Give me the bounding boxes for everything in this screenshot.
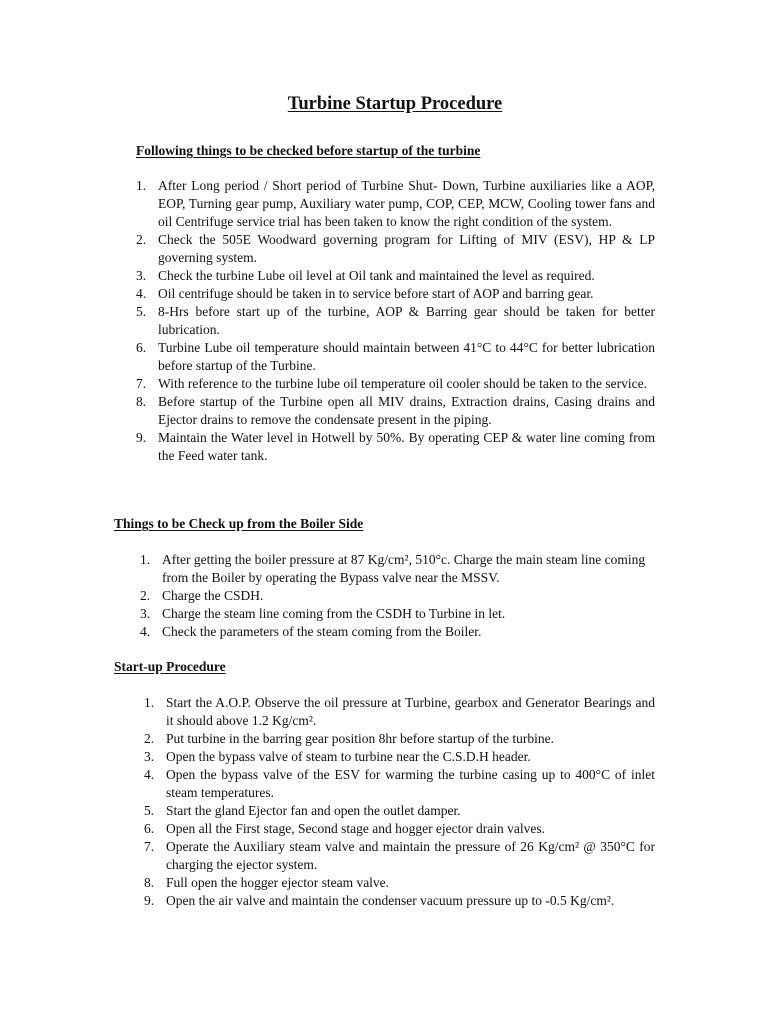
list-item-number: 5.	[144, 803, 155, 818]
list-item-number: 3.	[136, 268, 147, 283]
list-item-number: 9.	[136, 430, 147, 445]
list-item	[144, 748, 655, 766]
list-item	[144, 766, 655, 802]
list-item-number: 2.	[136, 232, 147, 247]
list-item	[140, 587, 660, 605]
list-item-text: Open all the First stage, Second stage and hogger ejector drain valves.	[166, 821, 546, 836]
list-item	[144, 820, 655, 838]
list-item-number: 7.	[144, 839, 155, 854]
section-heading-boiler-side: Things to be Check up from the Boiler Side	[114, 516, 364, 531]
list-item	[140, 623, 660, 641]
list-item-number: 8.	[136, 394, 147, 409]
list-item	[140, 605, 660, 623]
list-item-text: Full open the hogger ejector steam valve.	[166, 875, 390, 890]
list-item	[144, 874, 655, 892]
list-item	[136, 231, 655, 267]
document-title: Turbine Startup Procedure	[287, 94, 503, 114]
list-item-number: 1.	[136, 178, 147, 193]
pre-startup-checks-list	[136, 177, 655, 465]
list-item-text: Before startup of the Turbine open all MIV drains, Extraction drains, Casing drains and Ejector drains to remove the condensate present in the piping.	[158, 394, 655, 427]
list-item	[136, 375, 655, 393]
list-item	[136, 303, 655, 339]
list-item-text: Operate the Auxiliary steam valve and maintain the pressure of 26 Kg/cm² @ 350°C for charging the ejector system.	[166, 839, 655, 872]
list-item-text: After Long period / Short period of Turbine Shut- Down, Turbine auxiliaries like a AOP, EOP, Turning gear pump, Auxiliary water pump, COP, CEP, MCW, Cooling tower fans and oil Centrifuge service trial has been taken to know the right condition of the system.	[158, 178, 655, 229]
list-item	[136, 177, 655, 231]
boiler-side-checks-list	[140, 551, 660, 641]
list-item-number: 3.	[140, 606, 151, 621]
list-item-number: 8.	[144, 875, 155, 890]
list-item-text: After getting the boiler pressure at 87 Kg/cm², 510°c. Charge the main steam line coming from the Boiler by operating the Bypass valve near the MSSV.	[162, 552, 646, 585]
list-item-text: Charge the CSDH.	[162, 588, 264, 603]
list-item	[136, 267, 655, 285]
list-item	[136, 339, 655, 375]
list-item	[144, 730, 655, 748]
list-item	[136, 429, 655, 465]
list-item-number: 1.	[144, 695, 155, 710]
list-item-number: 3.	[144, 749, 155, 764]
list-item-text: Open the bypass valve of the ESV for warming the turbine casing up to 400°C of inlet steam temperatures.	[166, 767, 655, 800]
list-item-number: 6.	[144, 821, 155, 836]
list-item-text: 8-Hrs before start up of the turbine, AOP & Barring gear should be taken for better lubrication.	[158, 304, 655, 337]
list-item	[136, 285, 655, 303]
list-item-text: Put turbine in the barring gear position 8hr before startup of the turbine.	[166, 731, 555, 746]
list-item-text: Check the parameters of the steam coming from the Boiler.	[162, 624, 482, 639]
list-item-number: 4.	[136, 286, 147, 301]
list-item-text: Maintain the Water level in Hotwell by 50%. By operating CEP & water line coming from the Feed water tank.	[158, 430, 655, 463]
list-item-number: 4.	[140, 624, 151, 639]
list-item	[140, 551, 660, 587]
list-item-text: With reference to the turbine lube oil temperature oil cooler should be taken to the service.	[158, 376, 648, 391]
section-heading-startup-procedure: Start-up Procedure	[114, 659, 226, 674]
list-item-number: 1.	[140, 552, 151, 567]
list-item-number: 6.	[136, 340, 147, 355]
list-item-number: 5.	[136, 304, 147, 319]
list-item-number: 2.	[140, 588, 151, 603]
list-item-text: Check the 505E Woodward governing program for Lifting of MIV (ESV), HP & LP governing system.	[158, 232, 655, 265]
list-item-number: 4.	[144, 767, 155, 782]
list-item	[144, 802, 655, 820]
list-item-text: Open the air valve and maintain the condenser vacuum pressure up to -0.5 Kg/cm².	[166, 893, 615, 908]
list-item	[144, 694, 655, 730]
list-item-text: Open the bypass valve of steam to turbine near the C.S.D.H header.	[166, 749, 531, 764]
list-item	[144, 838, 655, 874]
list-item	[136, 393, 655, 429]
list-item-text: Start the gland Ejector fan and open the outlet damper.	[166, 803, 461, 818]
section-heading-pre-startup-checks: Following things to be checked before startup of the turbine	[136, 143, 481, 158]
list-item-number: 7.	[136, 376, 147, 391]
list-item-text: Start the A.O.P. Observe the oil pressure at Turbine, gearbox and Generator Bearings and it should above 1.2 Kg/cm².	[166, 695, 655, 728]
startup-procedure-list	[144, 694, 655, 910]
list-item-text: Oil centrifuge should be taken in to service before start of AOP and barring gear.	[158, 286, 594, 301]
list-item	[144, 892, 655, 910]
list-item-text: Turbine Lube oil temperature should maintain between 41°C to 44°C for better lubrication before startup of the Turbine.	[158, 340, 655, 373]
list-item-text: Charge the steam line coming from the CSDH to Turbine in let.	[162, 606, 506, 621]
list-item-number: 9.	[144, 893, 155, 908]
list-item-number: 2.	[144, 731, 155, 746]
list-item-text: Check the turbine Lube oil level at Oil tank and maintained the level as required.	[158, 268, 595, 283]
